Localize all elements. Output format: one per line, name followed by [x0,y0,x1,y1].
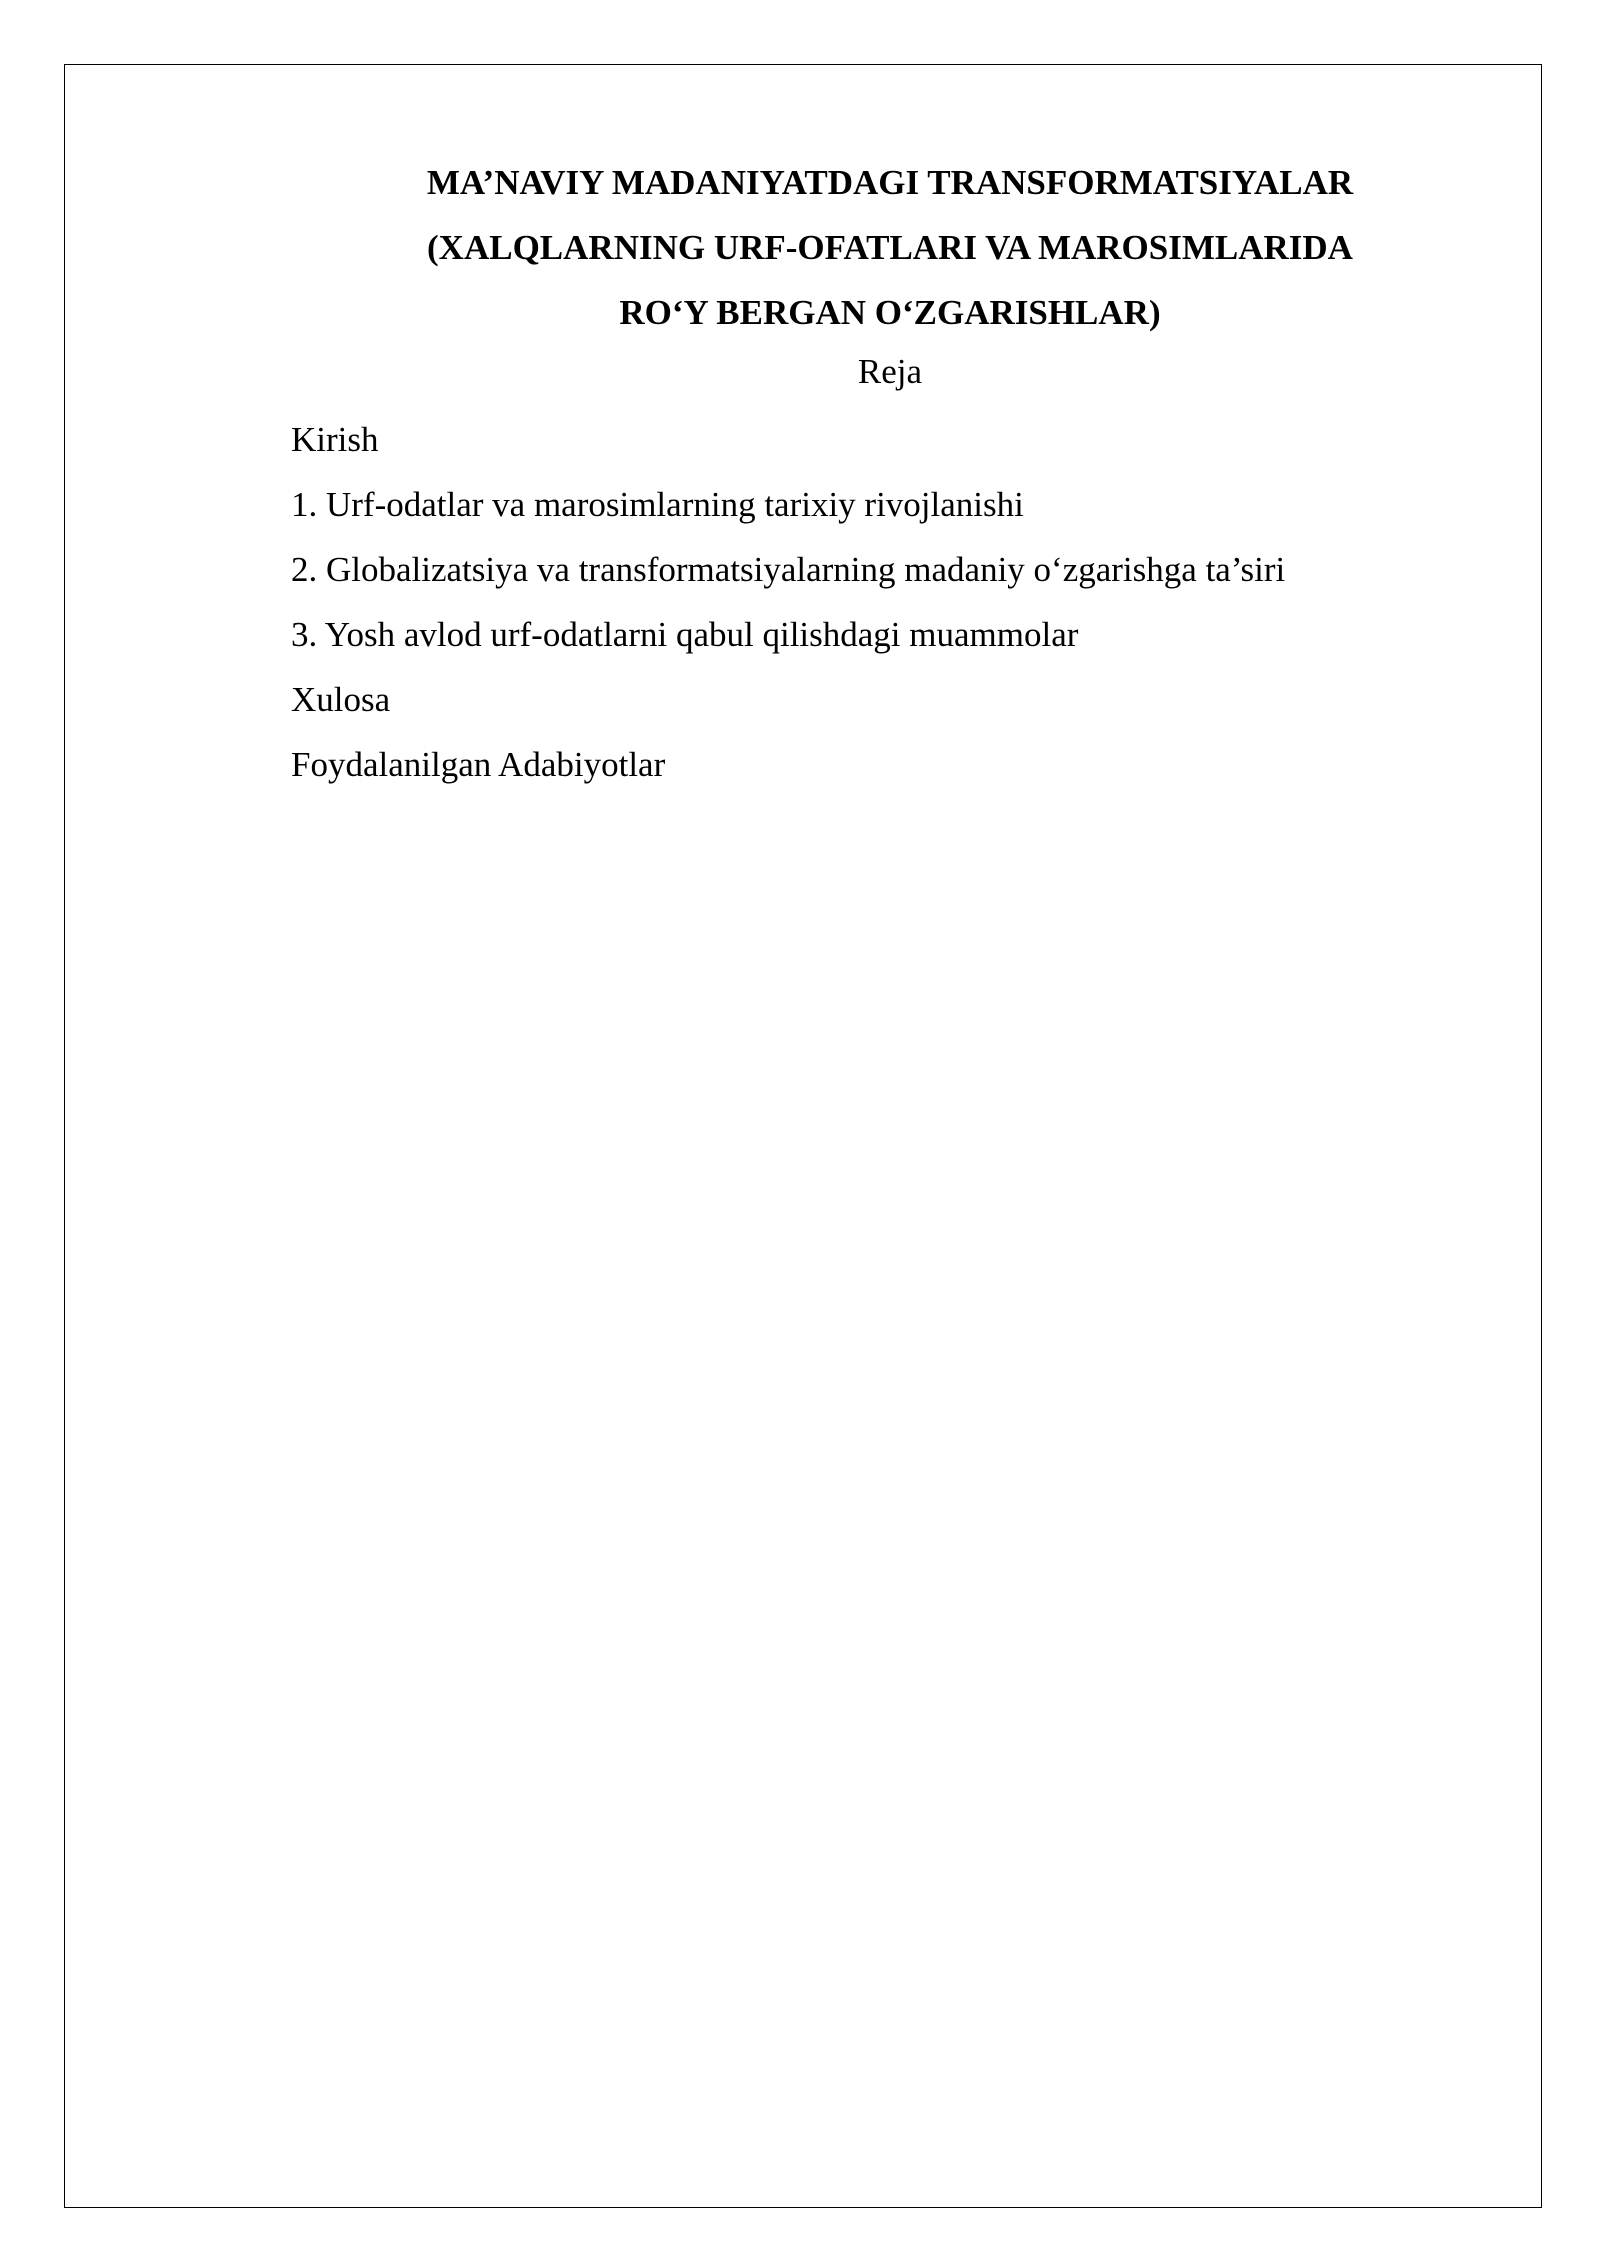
plan-item-conclusion: Xulosa [291,680,391,719]
title-line-1: MA’NAVIY MADANIYATDAGI TRANSFORMATSIYALAR [426,163,1354,202]
title-line-2: (XALQLARNING URF-OFATLARI VA MAROSIMLARIDA [427,228,1353,267]
plan-item-1: 1. Urf-odatlar va marosimlarning tarixiy rivojlanishi [291,485,1024,524]
plan-heading: Reja [857,352,923,391]
plan-item-2: 2. Globalizatsiya va transformatsiyalarning madaniy o‘zgarishga ta’siri [291,550,1286,589]
title-line-3: RO‘Y BERGAN O‘ZGARISHLAR) [619,293,1161,332]
document-title [290,150,1490,345]
plan-list [291,407,1285,797]
plan-item-3: 3. Yosh avlod urf-odatlarni qabul qilishdagi muammolar [291,615,1079,654]
plan-item-references: Foydalanilgan Adabiyotlar [291,745,666,784]
plan-item-introduction: Kirish [291,420,379,459]
